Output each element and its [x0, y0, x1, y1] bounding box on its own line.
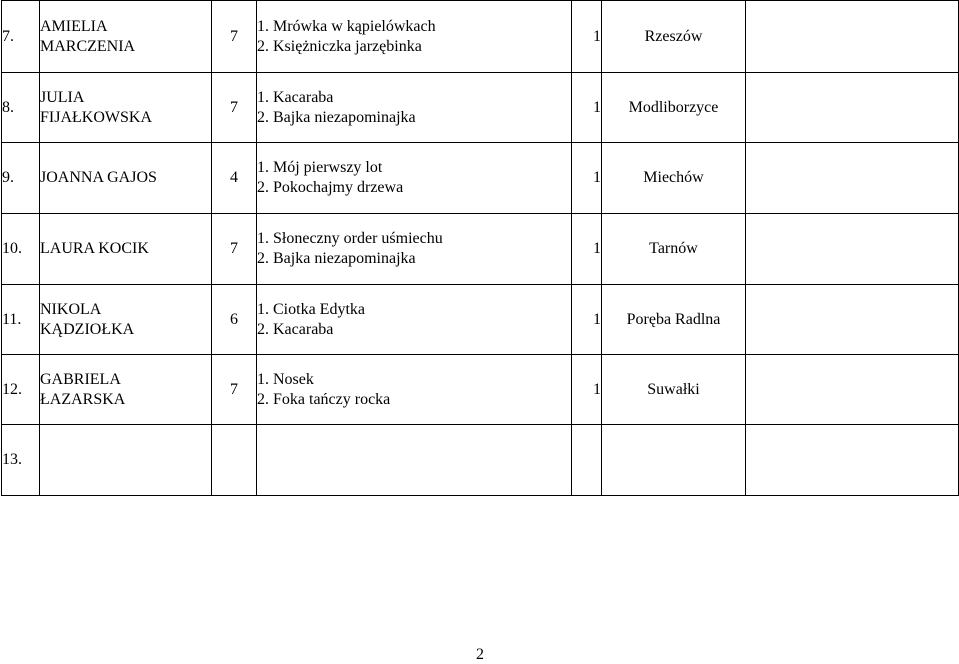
name-line: LAURA KOCIK	[40, 240, 149, 257]
table-row	[2, 355, 959, 425]
empty-cell	[746, 1, 959, 73]
row-number: 12.	[2, 355, 40, 425]
participant-town	[602, 425, 746, 496]
name-line: JOANNA GAJOS	[40, 169, 157, 186]
entry-count: 1	[572, 355, 602, 425]
empty-cell	[746, 214, 959, 285]
title-line: 1. Nosek	[257, 370, 314, 388]
participant-age: 6	[212, 285, 257, 355]
title-line: 1. Słoneczny order uśmiechu	[257, 230, 443, 247]
title-line: 1. Mrówka w kąpielówkach	[257, 17, 436, 35]
participant-town: Modliborzyce	[602, 73, 746, 143]
entry-count: 1	[572, 143, 602, 214]
participant-age: 7	[212, 73, 257, 143]
participant-town: Poręba Radlna	[602, 285, 746, 355]
participant-town: Rzeszów	[602, 1, 746, 73]
row-number: 10.	[2, 214, 40, 285]
entry-count: 1	[572, 1, 602, 73]
name-line: JULIA	[40, 88, 85, 106]
empty-cell	[746, 143, 959, 214]
name-line: ŁAZARSKA	[40, 390, 126, 408]
participant-age: 7	[212, 1, 257, 73]
title-line: 2. Bajka niezapominajka	[257, 108, 416, 126]
name-line: FIJAŁKOWSKA	[40, 108, 152, 126]
performance-titles	[257, 425, 572, 496]
title-line: 2. Pokochajmy drzewa	[257, 179, 404, 196]
table-row	[2, 143, 959, 214]
table-row	[2, 425, 959, 496]
performance-titles	[257, 214, 572, 285]
table-row	[2, 214, 959, 285]
name-line: AMIELIA	[40, 17, 108, 35]
performance-titles	[257, 73, 572, 143]
table-body	[2, 1, 959, 496]
table-row	[2, 73, 959, 143]
participant-age: 7	[212, 355, 257, 425]
entry-count: 1	[572, 73, 602, 143]
participant-town: Miechów	[602, 143, 746, 214]
empty-cell	[746, 425, 959, 496]
participant-name	[40, 73, 212, 143]
row-number: 13.	[2, 425, 40, 496]
participant-name	[40, 214, 212, 285]
title-line: 2. Kacaraba	[257, 320, 334, 338]
participant-age	[212, 425, 257, 496]
participant-name	[40, 1, 212, 73]
title-line: 1. Kacaraba	[257, 88, 334, 106]
page-number: 2	[476, 646, 484, 663]
title-line: 1. Mój pierwszy lot	[257, 159, 383, 176]
participant-name	[40, 355, 212, 425]
title-line: 2. Bajka niezapominajka	[257, 250, 416, 267]
entry-count: 1	[572, 285, 602, 355]
title-line: 2. Księżniczka jarzębinka	[257, 37, 422, 55]
table-row	[2, 285, 959, 355]
title-line: 1. Ciotka Edytka	[257, 300, 365, 318]
participants-table	[1, 0, 959, 496]
participant-age: 4	[212, 143, 257, 214]
participant-age: 7	[212, 214, 257, 285]
title-line: 2. Foka tańczy rocka	[257, 390, 391, 408]
performance-titles	[257, 1, 572, 73]
participant-name	[40, 425, 212, 496]
row-number: 11.	[2, 285, 40, 355]
name-line: NIKOLA	[40, 300, 102, 318]
performance-titles	[257, 285, 572, 355]
row-number: 9.	[2, 143, 40, 214]
participant-name	[40, 143, 212, 214]
performance-titles	[257, 355, 572, 425]
entry-count: 1	[572, 214, 602, 285]
empty-cell	[746, 73, 959, 143]
row-number: 7.	[2, 1, 40, 73]
name-line: GABRIELA	[40, 370, 121, 388]
empty-cell	[746, 285, 959, 355]
table-row	[2, 1, 959, 73]
empty-cell	[746, 355, 959, 425]
performance-titles	[257, 143, 572, 214]
entry-count	[572, 425, 602, 496]
participant-town: Tarnów	[602, 214, 746, 285]
participant-name	[40, 285, 212, 355]
name-line: KĄDZIOŁKA	[40, 320, 135, 338]
participant-town: Suwałki	[602, 355, 746, 425]
row-number: 8.	[2, 73, 40, 143]
name-line: MARCZENIA	[40, 37, 136, 55]
